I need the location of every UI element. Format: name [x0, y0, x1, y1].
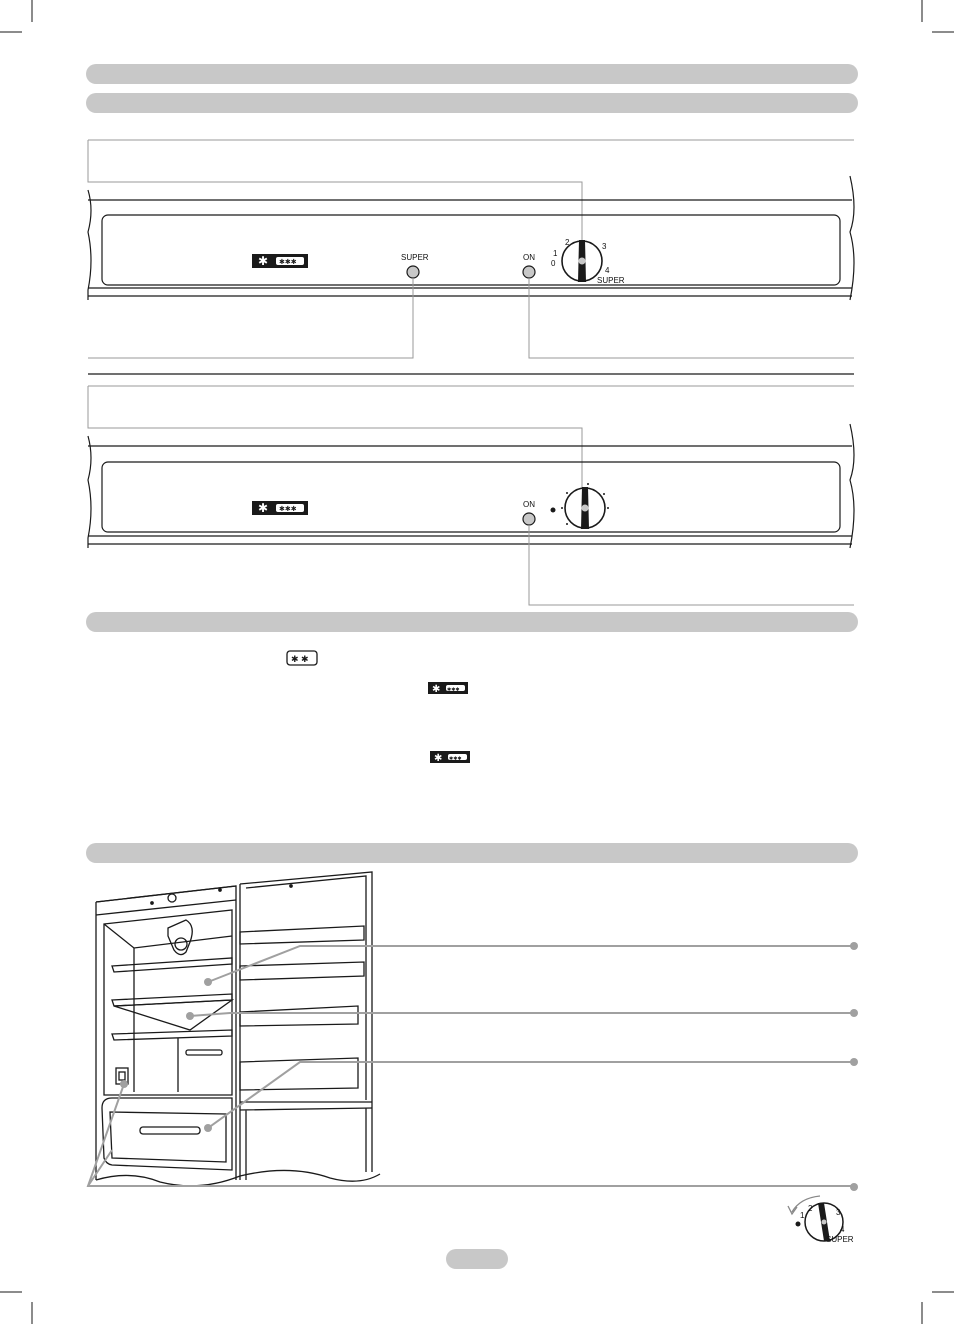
svg-text:✱: ✱ — [434, 753, 443, 764]
freezer-star-rating-icon — [428, 682, 468, 695]
freezer-star-rating-icon — [430, 751, 470, 764]
thermostat-dial[interactable] — [561, 483, 609, 529]
dial-mark-2: 2 — [565, 238, 570, 247]
freezer-star-rating-icon — [252, 254, 308, 268]
mini-dial-mark-1: 1 — [800, 1211, 805, 1220]
mini-thermostat-dial — [788, 1196, 854, 1244]
svg-text:✱✱✱: ✱✱✱ — [279, 506, 297, 513]
two-star-icon — [287, 651, 317, 665]
control-panel-bottom — [88, 386, 854, 605]
svg-text:✱ ✱: ✱ ✱ — [291, 654, 309, 664]
dial-mark-3: 3 — [602, 242, 607, 251]
dial-super-label: SUPER — [597, 276, 625, 285]
svg-text:✱: ✱ — [432, 684, 441, 695]
mini-dial-super: SUPER — [826, 1235, 854, 1244]
on-label: ON — [523, 500, 535, 509]
freezer-star-rating-icon — [252, 501, 308, 515]
svg-text:✱: ✱ — [258, 254, 269, 268]
super-label: SUPER — [401, 253, 429, 262]
svg-text:✱✱✱: ✱✱✱ — [447, 687, 460, 693]
svg-text:✱✱✱: ✱✱✱ — [449, 756, 462, 762]
dial-mark-1: 1 — [553, 249, 558, 258]
off-dot-marker — [551, 508, 556, 513]
section-header-bar-2 — [86, 93, 858, 113]
mini-dial-mark-4: 4 — [840, 1225, 845, 1234]
mini-dial-mark-2: 2 — [808, 1204, 813, 1213]
dial-mark-0: 0 — [551, 259, 556, 268]
on-indicator-light — [523, 513, 535, 525]
on-label: ON — [523, 253, 535, 262]
page-number-pill — [446, 1249, 508, 1269]
svg-text:✱: ✱ — [258, 501, 269, 515]
dial-mark-4: 4 — [605, 266, 610, 275]
section-header-bar-4 — [86, 843, 858, 863]
on-indicator-light — [523, 266, 535, 278]
fridge-illustration — [96, 872, 380, 1186]
section-header-bar-3 — [86, 612, 858, 632]
mini-dial-mark-3: 3 — [836, 1208, 841, 1217]
section-header-bar-1 — [86, 64, 858, 84]
control-panel-top — [88, 140, 854, 358]
svg-text:✱✱✱: ✱✱✱ — [279, 259, 297, 266]
super-button[interactable] — [407, 266, 419, 278]
leader-lines — [88, 942, 858, 1191]
